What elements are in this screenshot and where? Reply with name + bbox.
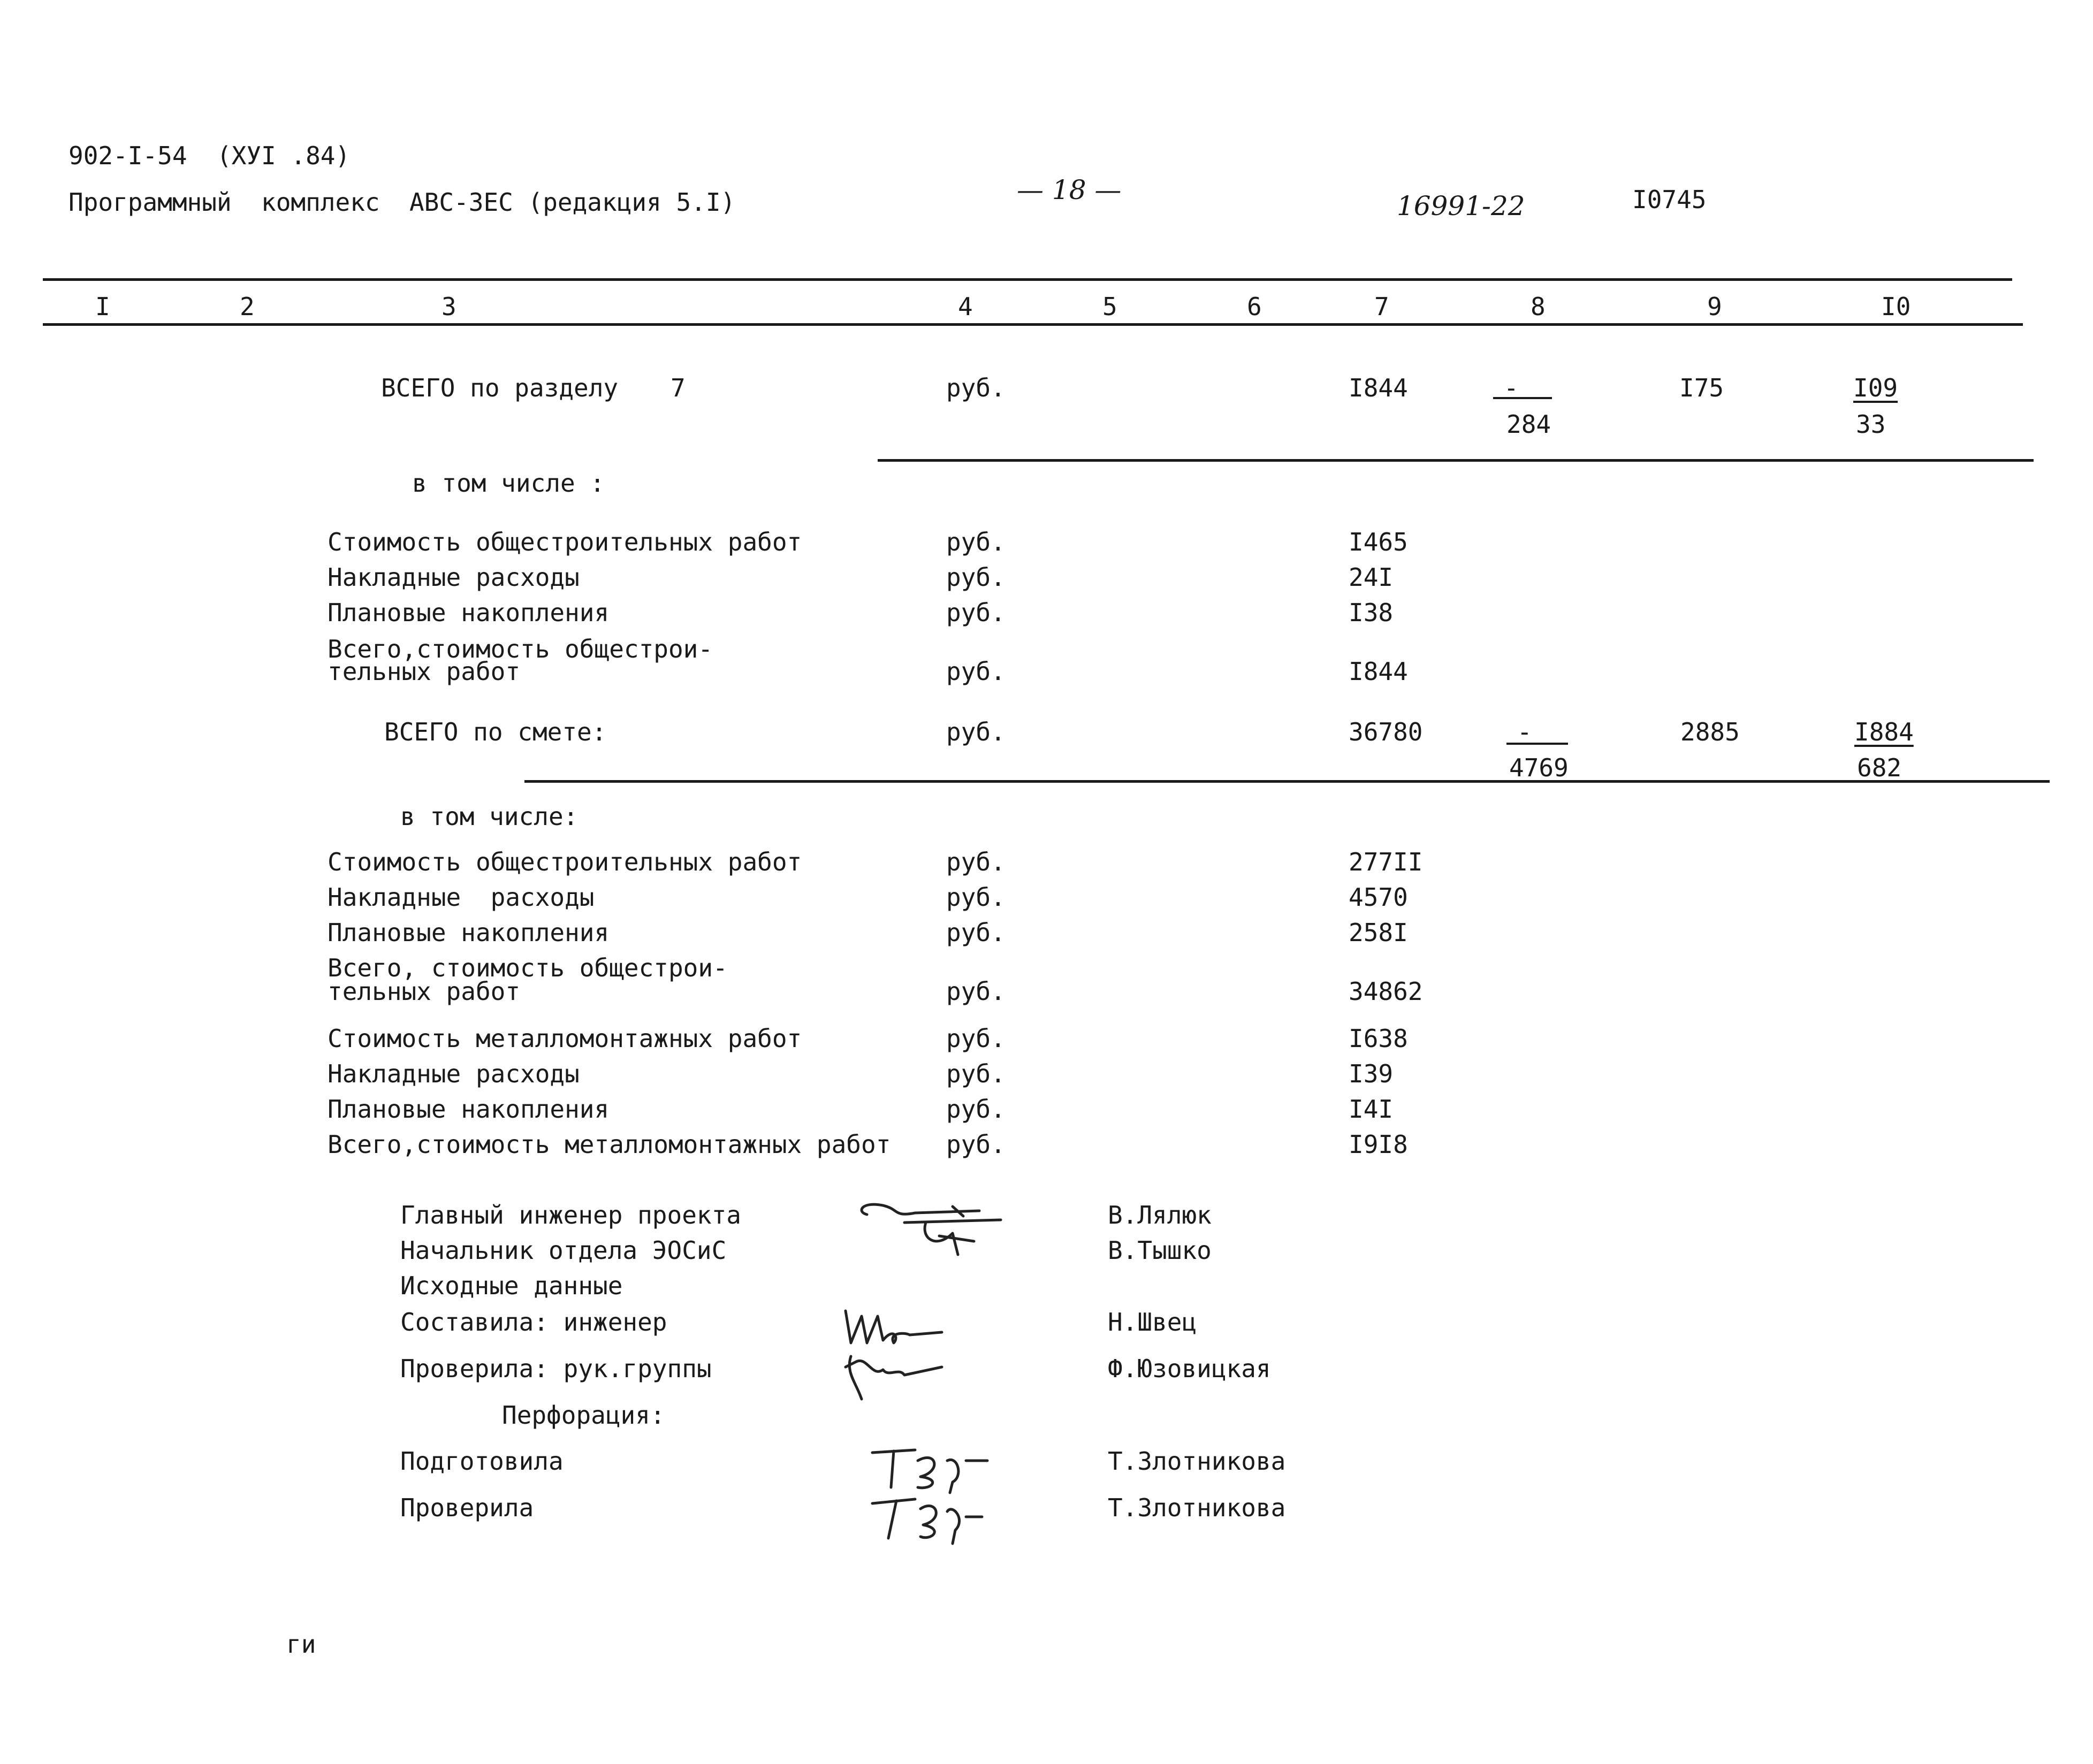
estimate-total-col10-bottom: 682 [1857, 753, 1902, 782]
list-item-label: Всего,стоимость общестрои- [328, 635, 713, 663]
signature-role: Проверила [400, 1493, 534, 1522]
list-item-label: Накладные расходы [328, 1059, 580, 1088]
estimate-total-unit: руб. [946, 717, 1006, 746]
section-rule [878, 459, 2034, 462]
source-data-label: Исходные данные [400, 1271, 623, 1300]
estimate-total-col7: 36780 [1349, 717, 1423, 746]
column-header: 2 [240, 292, 255, 321]
perforation-label: Перфорация: [502, 1401, 665, 1430]
header-rule [43, 323, 2023, 326]
list-item-unit: руб. [946, 847, 1006, 876]
handwritten-signature [867, 1439, 990, 1493]
list-item-label: Стоимость общестроительных работ [328, 528, 802, 556]
estimate-including-label: в том числе: [400, 802, 579, 831]
list-item-unit: руб. [946, 598, 1006, 627]
page-number: — 18 — [1017, 174, 1122, 205]
list-item-value: 4570 [1349, 883, 1408, 912]
document-number: I0745 [1632, 185, 1707, 214]
section-total-label: ВСЕГО по разделу [381, 373, 619, 402]
estimate-total-col10-top: I884 [1854, 717, 1914, 746]
column-header: 6 [1247, 292, 1262, 321]
list-item-value: I465 [1349, 528, 1408, 556]
list-item-value: 258I [1349, 918, 1408, 947]
section-total-unit: руб. [946, 373, 1006, 402]
handwritten-signature [835, 1346, 963, 1410]
footer-mark: ги [286, 1630, 316, 1659]
estimate-rule [524, 780, 2050, 783]
signature-name: Н.Швец [1108, 1308, 1197, 1337]
signature-name: Т.Злотникова [1108, 1493, 1286, 1522]
column-header: I [95, 292, 110, 321]
list-item-label: Стоимость металломонтажных работ [328, 1024, 802, 1053]
list-item-value: I38 [1349, 598, 1394, 627]
signature-name: В.Тышко [1108, 1236, 1212, 1265]
signature-role: Подготовила [400, 1447, 564, 1476]
list-item-label: Плановые накопления [328, 598, 610, 627]
program-name: Программный комплекс АВС-ЗЕС (редакция 5.I) [69, 188, 736, 217]
column-header: 3 [442, 292, 456, 321]
signature-name: Ф.Юзовицкая [1108, 1354, 1271, 1383]
list-item-unit: руб. [946, 1059, 1006, 1088]
estimate-total-label: ВСЕГО по смете: [384, 717, 607, 746]
signature-role: Проверила: рук.группы [400, 1354, 712, 1383]
section-total-col8-top: - [1504, 373, 1519, 402]
list-item-label: тельных работ [328, 977, 521, 1006]
signature-role: Главный инженер проекта [400, 1201, 741, 1230]
column-header: 4 [958, 292, 973, 321]
list-item-unit: руб. [946, 563, 1006, 592]
signature-name: Т.Злотникова [1108, 1447, 1286, 1476]
list-item-label: Накладные расходы [328, 563, 580, 592]
handwritten-signature [867, 1487, 990, 1546]
list-item-label: Всего, стоимость общестрои- [328, 953, 728, 982]
section-total-col10-top: I09 [1853, 373, 1898, 402]
list-item-unit: руб. [946, 883, 1006, 912]
fraction-bar [1493, 397, 1552, 399]
list-item-label: Накладные расходы [328, 883, 595, 912]
list-item-value: 34862 [1349, 977, 1423, 1006]
list-item-value: 24I [1349, 563, 1394, 592]
signature-role: Начальник отдела ЭОСиС [400, 1236, 727, 1265]
list-item-value: I638 [1349, 1024, 1408, 1053]
column-header: 9 [1707, 292, 1722, 321]
list-item-unit: руб. [946, 977, 1006, 1006]
document-code: 902-I-54 (ХУI .84) [69, 141, 351, 170]
section-including-label: в том числе : [412, 469, 605, 498]
list-item-label: Стоимость общестроительных работ [328, 847, 802, 876]
section-total-col9: I75 [1679, 373, 1724, 402]
section-number: 7 [671, 373, 686, 402]
handwritten-signature [846, 1190, 1017, 1265]
list-item-value: I4I [1349, 1095, 1394, 1124]
estimate-total-col9: 2885 [1680, 717, 1740, 746]
list-item-label: Плановые накопления [328, 1095, 610, 1124]
list-item-value: 277II [1349, 847, 1423, 876]
list-item-label: Всего,стоимость металломонтажных работ [328, 1130, 891, 1159]
list-item-label: тельных работ [328, 657, 521, 686]
section-total-col7: I844 [1349, 373, 1408, 402]
column-header: 5 [1102, 292, 1117, 321]
list-item-unit: руб. [946, 1095, 1006, 1124]
section-total-col8-bottom: 284 [1506, 410, 1551, 439]
estimate-total-col8-bottom: 4769 [1509, 753, 1569, 782]
fraction-bar [1506, 743, 1568, 745]
estimate-total-col8-top: - [1517, 717, 1532, 746]
signature-name: В.Лялюк [1108, 1201, 1212, 1230]
list-item-unit: руб. [946, 528, 1006, 556]
list-item-value: I844 [1349, 657, 1408, 686]
list-item-value: I9I8 [1349, 1130, 1408, 1159]
top-rule [43, 278, 2012, 281]
list-item-unit: руб. [946, 657, 1006, 686]
column-header: 8 [1531, 292, 1546, 321]
list-item-label: Плановые накопления [328, 918, 610, 947]
column-header: 7 [1374, 292, 1389, 321]
list-item-value: I39 [1349, 1059, 1394, 1088]
handwritten-reference: 16991-22 [1397, 190, 1525, 222]
list-item-unit: руб. [946, 1130, 1006, 1159]
column-header: I0 [1881, 292, 1911, 321]
section-total-col10-bottom: 33 [1856, 410, 1886, 439]
list-item-unit: руб. [946, 1024, 1006, 1053]
signature-role: Составила: инженер [400, 1308, 667, 1337]
list-item-unit: руб. [946, 918, 1006, 947]
